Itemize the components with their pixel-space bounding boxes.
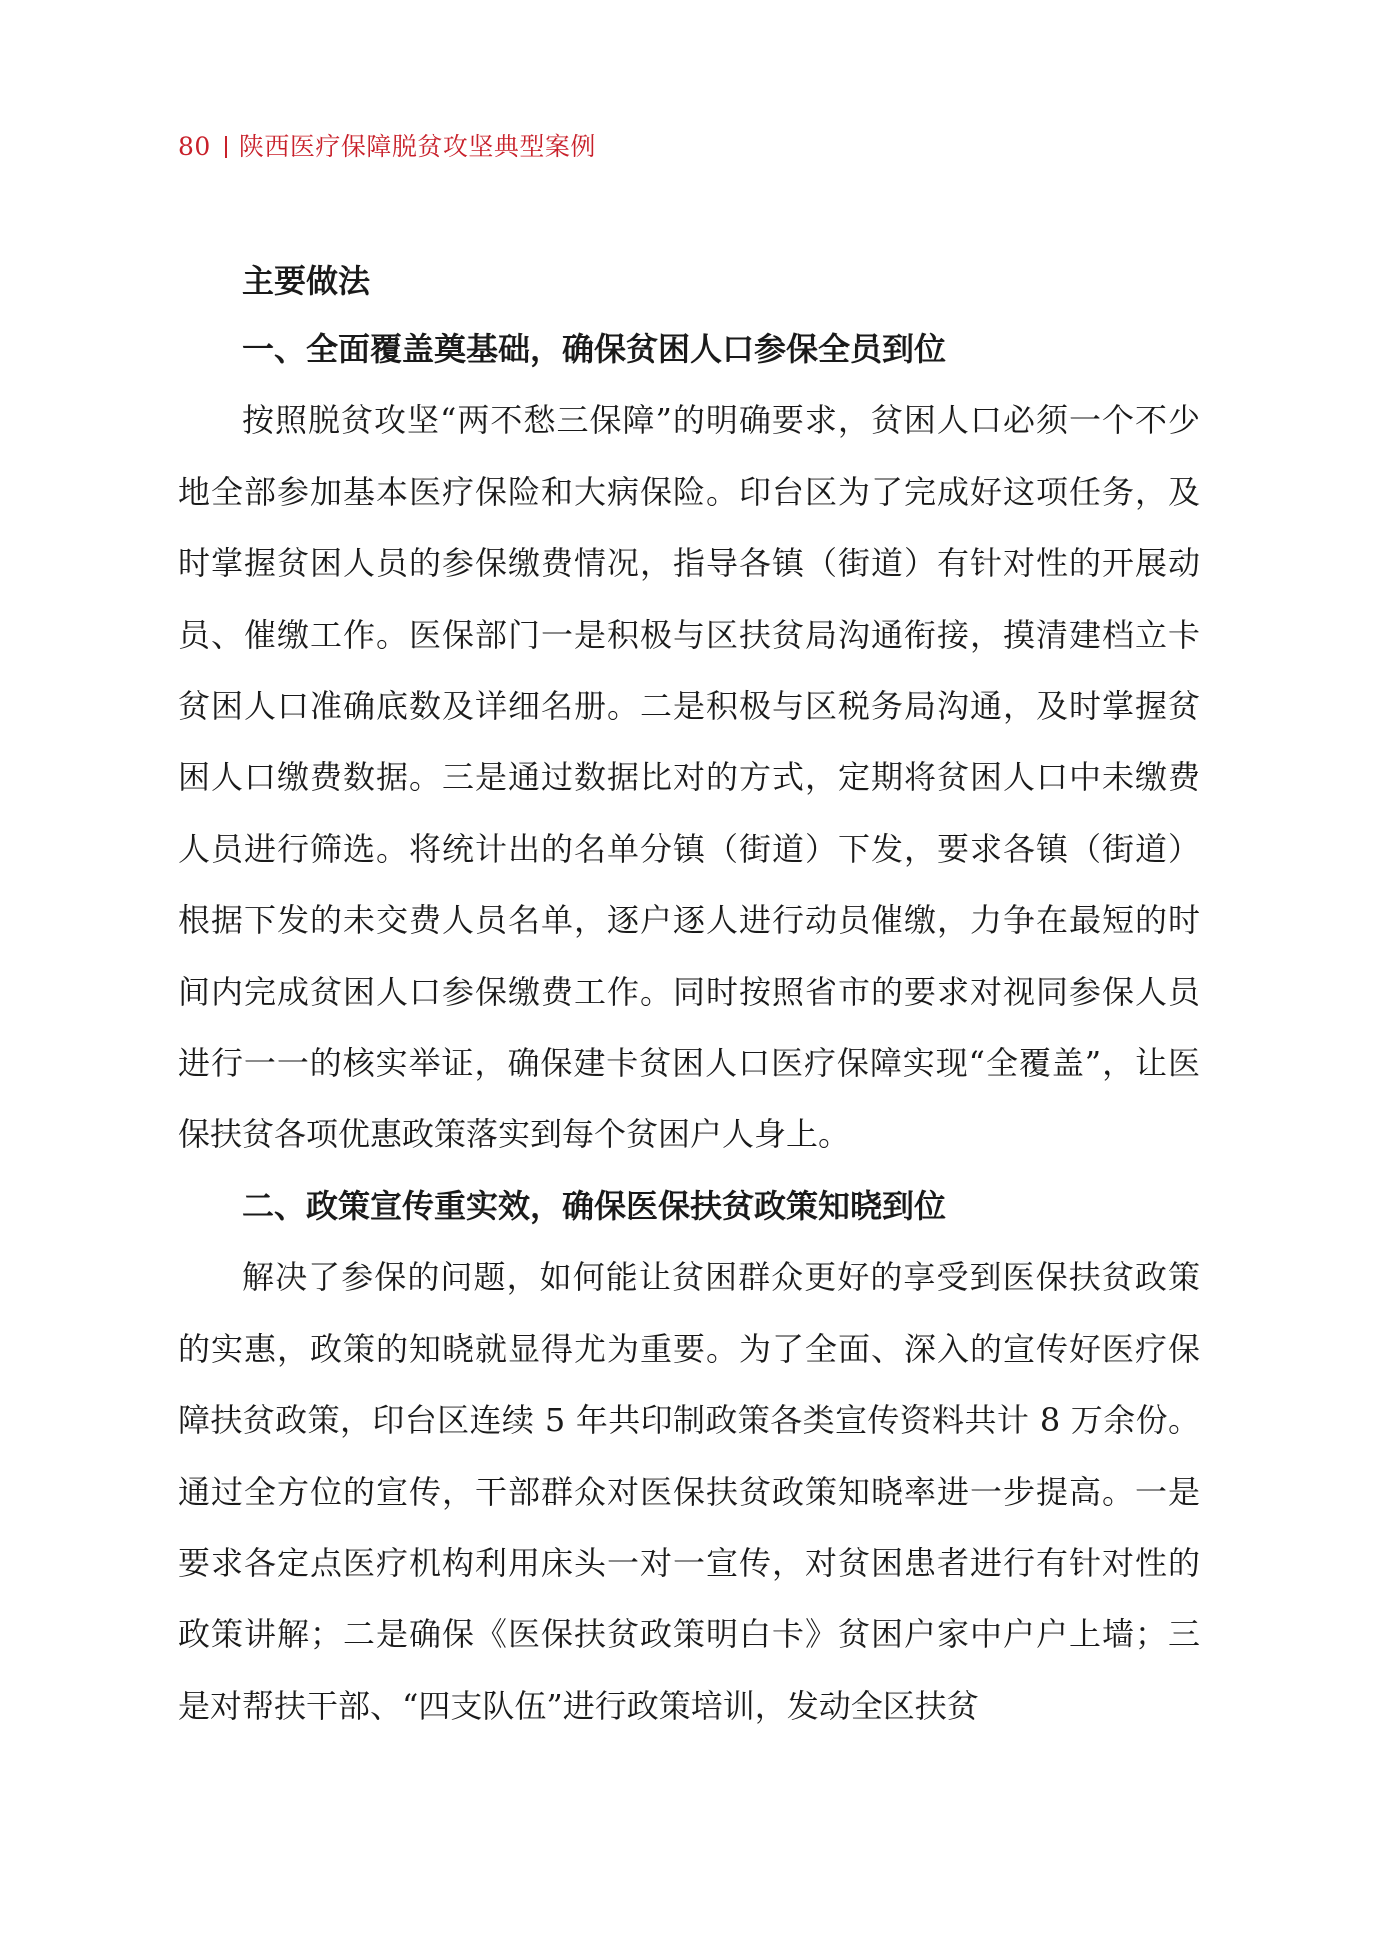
paragraph-2: 解决了参保的问题，如何能让贫困群众更好的享受到医保扶贫政策的实惠，政策的知晓就显得尤为重要。为了全面、深入的宣传好医疗保障扶贫政策，印台区连续 5 年共印制政策各类宣传资料共计 8 万余份。通过全方位的宣传，干部群众对医保扶贫政策知晓率进一步提高。一是要求各定点医疗机构利用床头一对一宣传，对贫困患者进行有针对性的政策讲解；二是确保《医保扶贫政策明白卡》贫困户家中户户上墙；三是对帮扶干部、“四支队伍”进行政策培训，发动全区扶贫	[178, 1258, 1200, 1725]
running-header	[178, 130, 596, 164]
page-number: 80	[178, 132, 211, 161]
heading-1: 一、全面覆盖奠基础，确保贫困人口参保全员到位	[242, 330, 947, 368]
book-title: 陕西医疗保障脱贫攻坚典型案例	[238, 132, 596, 161]
header-separator	[225, 136, 227, 158]
heading-2: 二、政策宣传重实效，确保医保扶贫政策知晓到位	[242, 1186, 947, 1225]
page-body	[178, 248, 1200, 1742]
paragraph-1: 按照脱贫攻坚“两不愁三保障”的明确要求，贫困人口必须一个不少地全部参加基本医疗保险和大病保险。印台区为了完成好这项任务，及时掌握贫困人员的参保缴费情况，指导各镇（街道）有针对性的开展动员、催缴工作。医保部门一是积极与区扶贫局沟通衔接，摸清建档立卡贫困人口准确底数及详细名册。二是积极与区税务局沟通，及时掌握贫困人口缴费数据。三是通过数据比对的方式，定期将贫困人口中未缴费人员进行筛选。将统计出的名单分镇（街道）下发，要求各镇（街道）根据下发的未交费人员名单，逐户逐人进行动员催缴，力争在最短的时间内完成贫困人口参保缴费工作。同时按照省市的要求对视同参保人员进行一一的核实举证，确保建卡贫困人口医疗保障实现“全覆盖”，让医保扶贫各项优惠政策落实到每个贫困户人身上。	[178, 401, 1200, 1154]
section-title: 主要做法	[242, 262, 371, 300]
